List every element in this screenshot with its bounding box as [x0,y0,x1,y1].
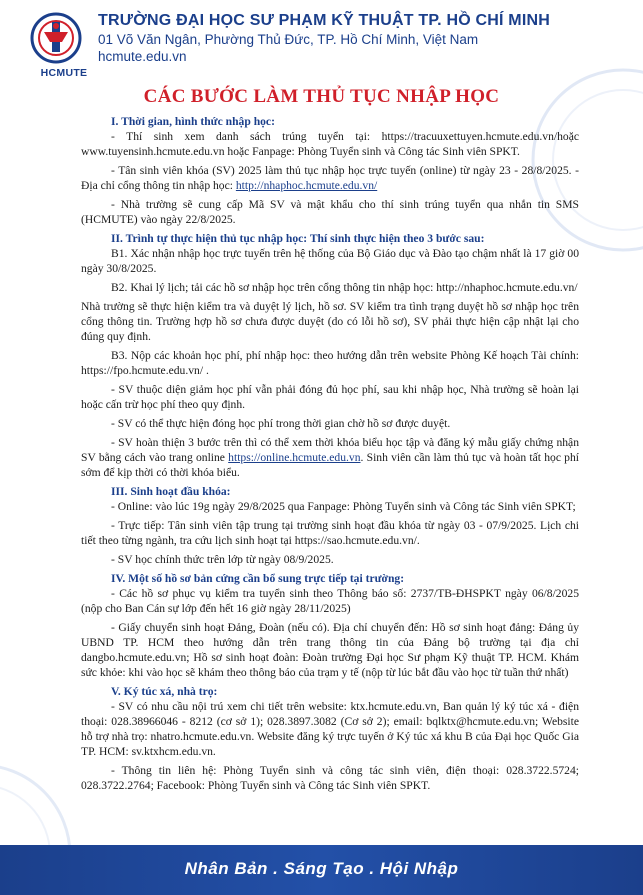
university-address: 01 Võ Văn Ngân, Phường Thủ Đức, TP. Hồ Chí Minh, Việt Nam [98,32,479,47]
document-body [81,113,579,793]
section-5-heading: V. Ký túc xá, nhà trọ: [111,685,218,698]
hcmute-logo [22,12,90,78]
step-b2-note: Nhà trường sẽ thực hiện kiểm tra và duyệt lý lịch, hồ sơ. SV kiểm tra tình trạng duyệt hồ sơ nhập học trên cổng thông tin. Trường hợp hồ sơ chưa được duyệt (do có lỗi hồ sơ), SV phải thực hiện cập nhật lại cho đúng quy định. [81,300,579,343]
section-1-heading: I. Thời gian, hình thức nhập học: [111,115,275,128]
footer-banner [0,845,643,895]
university-website[interactable]: hcmute.edu.vn [98,49,187,64]
section-4-heading: IV. Một số hồ sơ bản cứng cần bổ sung trực tiếp tại trường: [111,572,405,585]
section-1-paragraph-2 [81,163,579,193]
step-note-3-text-b: . Sinh viên cần làm thủ tục và hoàn tất học phí sớm để kịp thời có thời khóa biểu. [81,451,579,479]
online-portal-link[interactable]: https://online.hcmute.edu.vn [228,451,361,464]
section-3-paragraph-1: - Online: vào lúc 19g ngày 29/8/2025 qua Fanpage: Phòng Tuyển sinh và Công tác Sinh viên SPKT; [111,500,576,513]
step-b1: B1. Xác nhận nhập học trực tuyến trên hệ thống của Bộ Giáo dục và Đào tạo chậm nhất là 17 giờ 00 ngày 30/8/2025. [81,247,579,275]
section-3-heading: III. Sinh hoạt đầu khóa: [111,485,231,498]
section-1-paragraph-2-text: - Tân sinh viên khóa (SV) 2025 làm thủ tục nhập học trực tuyến (online) từ ngày 23 - 28/8/2025. - Địa chỉ cổng thông tin nhập học: [81,164,579,192]
step-note-2: - SV có thể thực hiện đóng học phí trong thời gian chờ hồ sơ được duyệt. [111,417,451,430]
section-1-paragraph-3: - Nhà trường sẽ cung cấp Mã SV và mật khẩu cho thí sinh trúng tuyển qua nhắn tin SMS (HCMUTE) vào ngày 22/8/2025. [81,198,579,226]
step-note-3 [81,435,579,480]
university-name: TRƯỜNG ĐẠI HỌC SƯ PHẠM KỸ THUẬT TP. HỒ CHÍ MINH [98,12,550,29]
step-b3: B3. Nộp các khoản học phí, phí nhập học: theo hướng dẫn trên website Phòng Kế hoạch Tài chính: https://fpo.hcmute.edu.vn/ . [81,349,579,377]
section-4-paragraph-2: - Giấy chuyển sinh hoạt Đảng, Đoàn (nếu có). Địa chỉ chuyển đến: Hồ sơ sinh hoạt đảng: Đảng ủy UBND TP. HCM theo hướng dẫn trên trang thông tin của Đảng bộ trường tại địa chỉ dangbo.hcmute.edu.vn; Hồ sơ sinh hoạt đoàn: Đoàn trường Đại học Sư phạm Kỹ thuật TP. HCM. Khám sức khỏe: khi vào học sẽ khám theo thông báo của trạm y tế (nộp từ lúc bắt đầu vào học từ tuần thứ nhất) [81,621,579,679]
section-3-paragraph-3: - SV học chính thức trên lớp từ ngày 08/9/2025. [111,553,334,566]
section-1-paragraph-1: - Thí sinh xem danh sách trúng tuyển tại: https://tracuuxettuyen.hcmute.edu.vn/hoặc www.tuyensinh.hcmute.edu.vn hoặc Fanpage: Phòng Tuyển sinh và Công tác Sinh viên SPKT. [81,130,579,158]
step-b2: B2. Khai lý lịch; tải các hồ sơ nhập học trên cổng thông tin nhập học: http://nhaphoc.hcmute.edu.vn/ [111,281,578,294]
logo-text: HCMUTE [40,67,88,79]
step-note-3-text-a: - SV hoàn thiện 3 bước trên thì có thể xem thời khóa biểu học tập và đăng ký mẫu giấy chứng nhận SV bằng cách vào trang online [81,436,579,464]
enrollment-portal-link[interactable]: http://nhaphoc.hcmute.edu.vn/ [235,179,378,192]
section-3-paragraph-2: - Trực tiếp: Tân sinh viên tập trung tại trường sinh hoạt đầu khóa từ ngày 03 - 07/9/2025. Lịch chi tiết theo từng ngành, tra cứu lịch sinh hoạt tại https://sao.hcmute.edu.vn/. [81,519,579,547]
section-5-paragraph-2: - Thông tin liên hệ: Phòng Tuyển sinh và công tác sinh viên, điện thoại: 028.3722.5724; 028.3722.2764; Facebook: Phòng Tuyển sinh và Công tác Sinh viên SPKT. [81,764,579,792]
step-note-1: - SV thuộc diện giảm học phí vẫn phải đóng đủ học phí, sau khi nhập học, Nhà trường sẽ hoàn lại hoặc cấn trừ học phí theo quy định. [81,383,579,411]
section-2-heading: II. Trình tự thực hiện thủ tục nhập học: Thí sinh thực hiện theo 3 bước sau: [111,232,485,245]
section-5-paragraph-1: - SV có nhu cầu nội trú xem chi tiết trên website: ktx.hcmute.edu.vn, Ban quản lý ký túc xá - điện thoại: 028.38966046 - 8212 (cơ sở 1); 028.3897.3082 (Cơ sở 2); email: bqlktx@hcmute.edu.vn; Website hỗ trợ nhà trọ: nhatro.hcmute.edu.vn. Website đăng ký trực tuyến ở Ký túc xá khu B của Đại học Quốc Gia TP. HCM: sv.ktxhcm.edu.vn. [81,700,579,758]
university-emblem-icon [22,12,90,66]
letterhead-info [98,12,550,64]
letterhead [14,10,614,80]
footer-slogan: Nhân Bản . Sáng Tạo . Hội Nhập [184,859,459,878]
section-4-paragraph-1: - Các hồ sơ phục vụ kiểm tra tuyển sinh theo Thông báo số: 2737/TB-ĐHSPKT ngày 06/8/2025 (nộp cho Ban Cán sự lớp đến hết 16 giờ ngày 28/11/2025) [81,587,579,615]
document-title: CÁC BƯỚC LÀM THỦ TỤC NHẬP HỌC [143,86,500,107]
